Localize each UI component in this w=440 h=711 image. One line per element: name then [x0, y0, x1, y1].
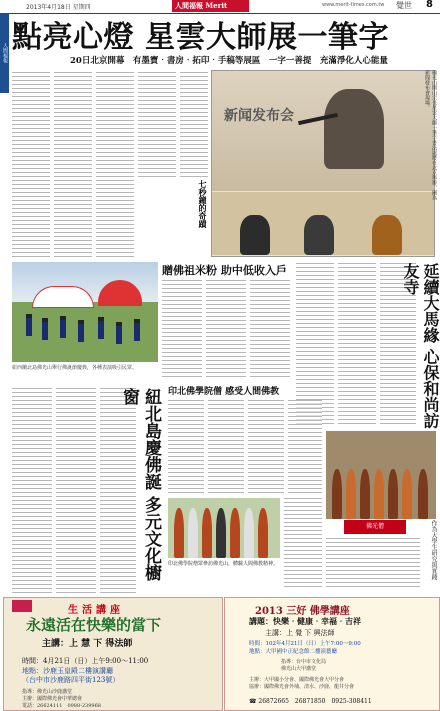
ad-left-phone: 電話：26624111 0988-239968 — [22, 703, 101, 709]
piper — [134, 319, 140, 341]
speaker-2 — [304, 215, 334, 255]
parade-photo — [12, 262, 158, 362]
ad-right-guide-2: 佛光山大甲講堂 — [281, 666, 317, 672]
ad-buddhism-lecture[interactable] — [224, 597, 440, 711]
subheadline: 20日北京開幕 有墨寶‧書房‧拓印‧手稿等展區 一字一善提 充滿淨化人心能量 — [70, 56, 388, 66]
person — [244, 508, 254, 558]
india-article-col-4 — [288, 400, 322, 495]
ad-right-speaker: 主講：上 覺 下 興法師 — [265, 629, 335, 637]
rice-article-col-3 — [250, 280, 290, 380]
master-figure — [324, 89, 384, 169]
side-brand-strip: 人間福報 — [0, 13, 9, 93]
group-photo-monks — [326, 431, 436, 519]
ad-left-host: 主辦：國際佛光會中華總會 — [22, 696, 83, 702]
piper — [98, 317, 104, 339]
monk — [346, 469, 356, 519]
ad-left-address: （台中市沙鹿路四平街123號） — [22, 676, 120, 684]
rice-article-col-2 — [206, 280, 246, 380]
calligraphy-banner — [212, 71, 434, 191]
newspaper-logo[interactable]: 人間福報 Merit Times — [172, 0, 249, 12]
person — [202, 508, 212, 558]
piper — [42, 318, 48, 340]
person — [216, 508, 226, 558]
piper — [60, 316, 66, 338]
side-article-col-1 — [284, 498, 322, 588]
monk — [332, 469, 342, 519]
ad-ribbon-icon — [12, 600, 32, 612]
banner-text: 新闻发布会 — [224, 108, 294, 124]
website-url[interactable]: www.merit-times.com.tw — [322, 2, 385, 8]
right-vertical-note: 作為大學生研究與實踐 — [430, 520, 437, 580]
article-main-col-5 — [180, 72, 208, 177]
ad-right-topic: 講題：快樂‧健康‧幸福‧吉祥 — [249, 616, 361, 626]
issue-date: 2013年4月18日 星期四 — [26, 4, 91, 11]
monk — [374, 469, 384, 519]
ad-right-title: 2013 三好 佛學講座 — [255, 606, 350, 617]
person — [230, 508, 240, 558]
vertical-headline-left: 紐北島慶佛誕 多元文化櫥窗 — [119, 388, 161, 581]
parade-caption: 紐西蘭北島佛光山舉行佛誕節慶典，各種表演吸引民眾。 — [12, 365, 138, 371]
person — [188, 508, 198, 558]
article-main-col-2 — [54, 72, 92, 257]
newzealand-article-col-2 — [56, 388, 96, 593]
article-headline-india: 印北佛學院僧 感受人間佛教 — [168, 387, 280, 397]
right-article-col — [326, 538, 420, 590]
speaker-1 — [240, 215, 270, 255]
panel-photo — [212, 192, 434, 255]
press-conference-photo — [211, 70, 435, 257]
page-number: 8 — [426, 0, 433, 10]
ad-right-host: 主辦：大甲國小分會、國際佛光會大甲分會 — [249, 677, 345, 683]
ad-left-time: 時間：4月21日（日）上午9:00～11:00 — [22, 657, 149, 665]
photo-caption-vertical: 佛光山開山宗長星雲大師一筆字書法展將在北京舉辦，圖為新聞發布會現場。 — [424, 70, 437, 200]
ad-right-cohost: 協辦：國際佛光會外埔、清水、沙鹿、龍井分會 — [249, 684, 355, 690]
ad-left-speaker: 主講：上 慧 下 得法師 — [42, 639, 133, 649]
india-article-col-2 — [208, 400, 244, 495]
article-main-col-3 — [96, 72, 134, 257]
india-article-col-3 — [248, 400, 284, 495]
person — [174, 508, 184, 558]
monk — [360, 469, 370, 519]
tent-white — [32, 286, 94, 308]
rice-article-col-1 — [162, 280, 202, 380]
monk — [388, 469, 398, 519]
monk — [402, 469, 412, 519]
article-headline-rice: 贈佛祖米粉 助中低收入戶 — [162, 264, 287, 277]
article-main-col-1 — [12, 72, 50, 257]
ad-left-title: 永遠活在快樂的當下 — [26, 616, 162, 634]
ad-left-kicker: 生活講座 — [68, 605, 124, 616]
piper — [26, 314, 32, 336]
india-article-col-1 — [168, 400, 204, 495]
piper — [116, 322, 122, 344]
ad-right-guide: 指導：台中市文化局 — [281, 659, 327, 665]
ad-right-place: 地點：大甲國中正紀念館二樓演藝廳 — [249, 649, 338, 655]
ad-right-phone: ☎ 26872665 26871850 0925-308411 — [249, 698, 372, 705]
newzealand-article-col-3 — [100, 388, 136, 593]
ad-life-lecture[interactable] — [3, 597, 223, 711]
monk — [418, 469, 428, 519]
ad-right-time: 時間：102年4月21日（日）上午7:00～9:00 — [249, 641, 361, 647]
section-name: 覺世 — [396, 1, 412, 10]
person — [258, 508, 268, 558]
malaysia-article-col-2 — [338, 263, 376, 425]
ad-left-place: 地點：沙鹿玉皇殿二樓演講廳 — [22, 667, 113, 675]
piper — [78, 320, 84, 342]
group-photo-outdoor — [168, 498, 280, 558]
speaker-3 — [372, 215, 402, 255]
pullquote: 七秒鐘的奇蹟 — [198, 180, 208, 228]
newzealand-article-col-1 — [12, 388, 52, 593]
fgs-label: 佛光僧 — [344, 520, 406, 534]
article-main-col-4 — [138, 72, 176, 177]
vertical-headline-right: 延續大馬緣 心保和尚訪友寺 — [401, 263, 440, 429]
group-photo-caption: 印北佛學院僧眾參訪佛光山，體驗人間佛教精神。 — [168, 561, 279, 567]
page-title: 點亮心燈 星雲大師展一筆字 — [12, 20, 389, 55]
ad-left-guide: 指導：佛光山沙鹿講堂 — [22, 689, 73, 695]
